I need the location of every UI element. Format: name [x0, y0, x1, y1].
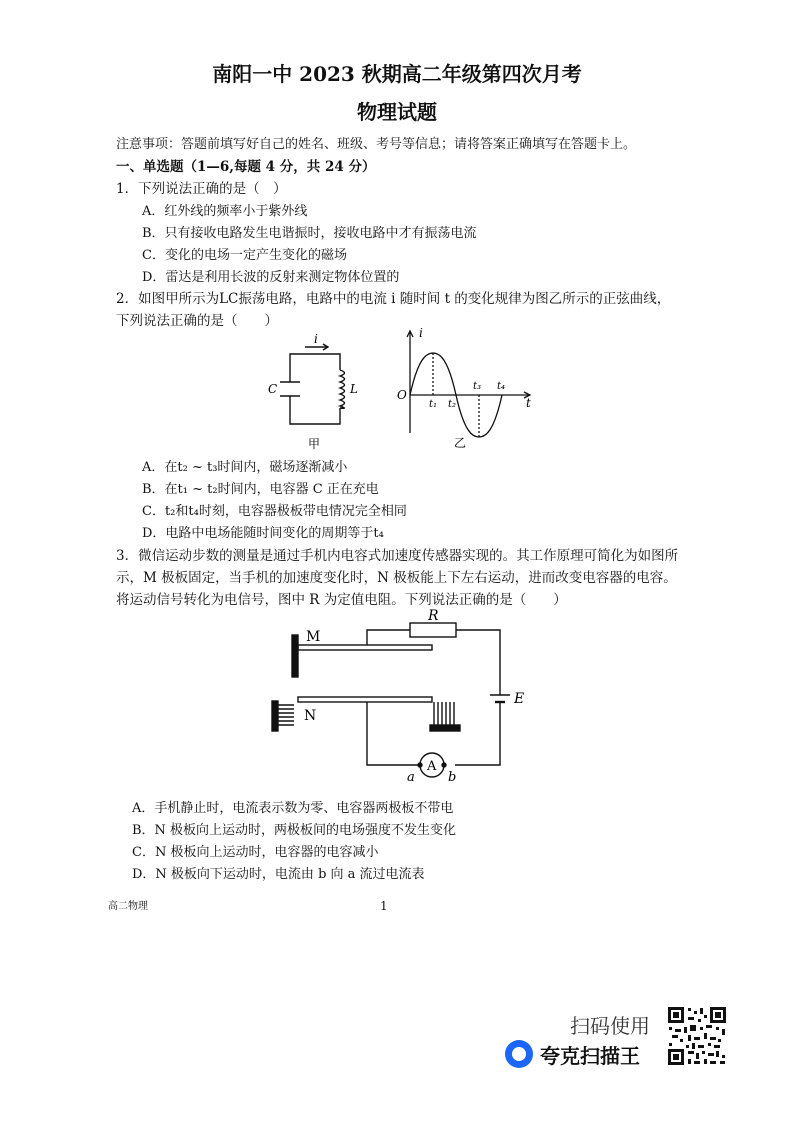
q3-option-c: C．N 极板向上运动时，电容器的电容减小 [132, 845, 379, 860]
current-sine-graph [392, 325, 542, 450]
t3-label: t₃ [473, 381, 482, 392]
figure-jia-caption: 甲 [308, 437, 321, 451]
q2-option-a: A．在t₂ ~ t₃时间内，磁场逐渐减小 [142, 460, 348, 475]
lc-circuit-figure [260, 330, 370, 455]
q1-option-b: B．只有接收电路发生电谐振时，接收电路中才有振荡电流 [142, 226, 477, 241]
q2-option-d: D．电路中电场能随时间变化的周期等于t₄ [142, 526, 384, 541]
qr-code-icon [666, 1005, 728, 1067]
q2-option-c: C．t₂和t₄时刻，电容器极板带电情况完全相同 [142, 504, 407, 519]
exam-title: 南阳一中 2023 秋期高二年级第四次月考 [212, 62, 582, 86]
q1-option-d: D．雷达是利用长波的反射来测定物体位置的 [142, 270, 400, 285]
inductor-label: L [350, 382, 358, 396]
y-axis-label: i [419, 326, 423, 340]
t4-label: t₄ [497, 381, 506, 392]
t1-label: t₁ [429, 399, 438, 410]
footer-subject: 高二物理 [108, 901, 148, 912]
notice-text: 注意事项：答题前填写好自己的姓名、班级、考号等信息；请将答案正确填写在答题卡上。 [116, 137, 637, 152]
q3-option-a: A．手机静止时，电流表示数为零、电容器两极板不带电 [132, 801, 454, 816]
battery-label: E [514, 691, 525, 707]
ammeter-label: A [427, 759, 437, 774]
terminal-a-label: a [407, 770, 415, 785]
q3-stem-line1: 3．微信运动步数的测量是通过手机内电容式加速度传感器实现的。其工作原理可简化为如图所 [116, 548, 679, 564]
accelerometer-circuit-figure [262, 605, 542, 790]
current-label: i [314, 332, 318, 346]
scanner-brand-text: 夸克扫描王 [540, 1044, 640, 1068]
q1-option-a: A．红外线的频率小于紫外线 [142, 204, 308, 219]
origin-label: O [397, 388, 407, 402]
capacitor-label: C [268, 382, 278, 396]
page-number: 1 [380, 899, 388, 913]
q2-option-b: B．在t₁ ~ t₂时间内，电容器 C 正在充电 [142, 482, 379, 497]
q1-stem: 1．下列说法正确的是（ ） [116, 181, 287, 197]
n-plate-label: N [304, 708, 317, 724]
q3-stem-line3: 将运动信号转化为电信号，图中 R 为定值电阻。下列说法正确的是（ ） [116, 592, 567, 608]
quark-logo-icon [505, 1040, 533, 1068]
q3-option-b: B．N 极板向上运动时，两极板间的电场强度不发生变化 [132, 823, 457, 838]
q3-option-d: D．N 极板向下运动时，电流由 b 向 a 流过电流表 [132, 867, 425, 882]
figure-yi-caption: 乙 [454, 436, 467, 450]
q3-stem-line2: 示，M 极板固定，当手机的加速度变化时，N 极板能上下左右运动，进而改变电容器的电容。 [116, 570, 677, 586]
resistor-label: R [428, 608, 439, 624]
exam-subtitle: 物理试题 [357, 100, 437, 124]
m-plate-label: M [306, 629, 321, 645]
terminal-b-label: b [448, 770, 457, 785]
scan-hint-text: 扫码使用 [570, 1014, 650, 1038]
t2-label: t₂ [448, 399, 457, 410]
q2-stem-line1: 2．如图甲所示为LC振荡电路，电路中的电流 i 随时间 t 的变化规律为图乙所示的正弦曲线， [116, 291, 671, 307]
q2-stem-line2: 下列说法正确的是（ ） [116, 313, 278, 329]
x-axis-label: t [526, 396, 531, 410]
section-title: 一、单选题（1—6,每题 4 分，共 24 分） [116, 159, 376, 175]
q1-option-c: C．变化的电场一定产生变化的磁场 [142, 248, 347, 263]
